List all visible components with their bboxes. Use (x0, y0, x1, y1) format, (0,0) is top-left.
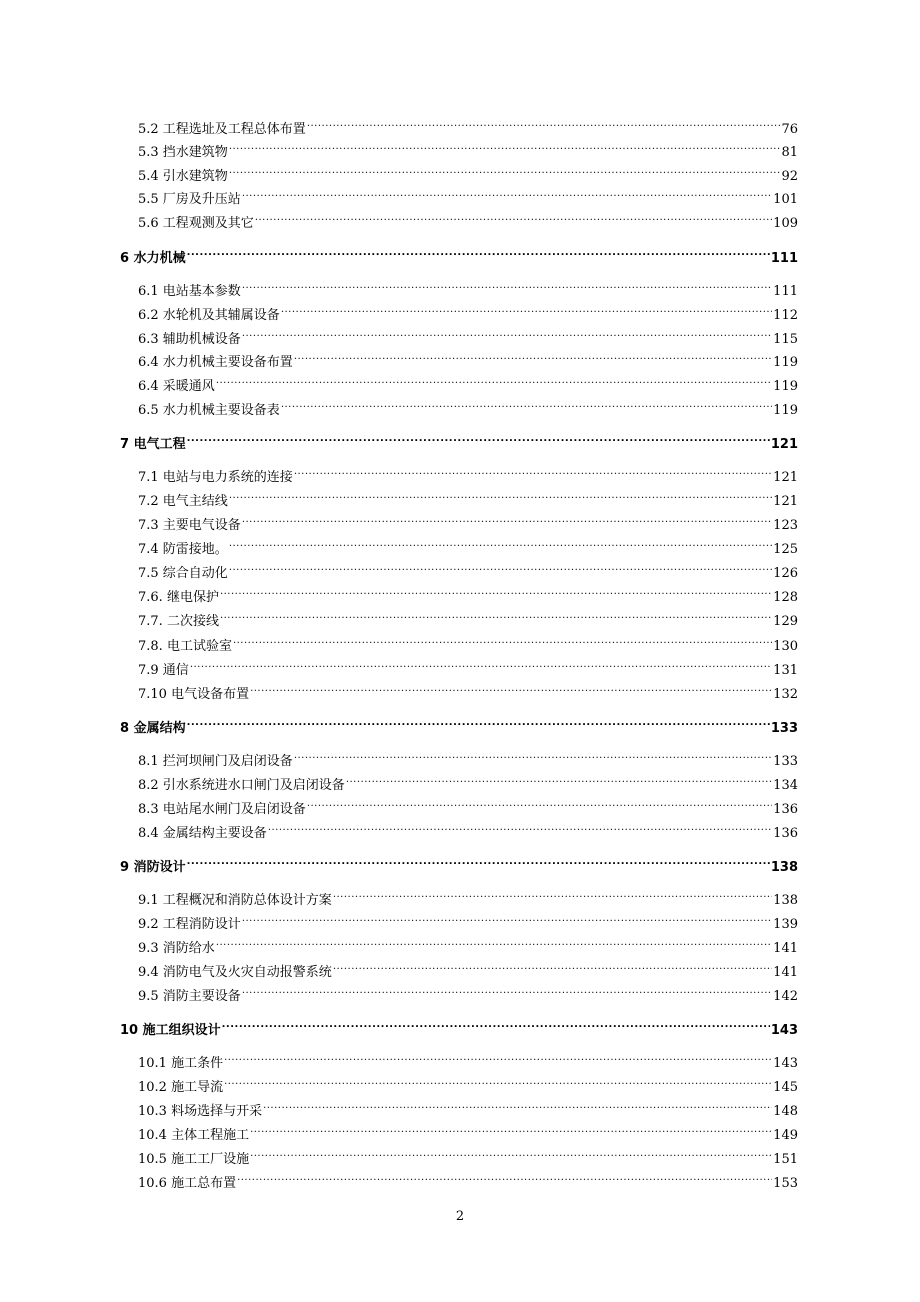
dot-leader (229, 559, 772, 577)
toc-entry[interactable] (138, 535, 798, 557)
toc-entry-label: 8.1 拦河坝闸门及启闭设备 (138, 754, 293, 769)
toc-chapter-page: 138 (770, 860, 798, 875)
toc-entry-page: 143 (773, 1056, 798, 1071)
toc-entry-page: 131 (773, 663, 798, 678)
toc-entry-page: 92 (781, 169, 798, 184)
toc-entry-page: 142 (773, 989, 798, 1004)
dot-leader (281, 301, 772, 319)
dot-leader (216, 372, 772, 390)
toc-entry-page: 76 (781, 122, 798, 137)
dot-leader (242, 325, 772, 343)
toc-entry-label: 7.7. 二次接线 (138, 614, 219, 629)
toc-chapter[interactable] (120, 430, 798, 452)
toc-entry-label: 9.4 消防电气及火灾自动报警系统 (138, 965, 332, 980)
dot-leader (237, 1169, 772, 1187)
toc-entry-page: 119 (773, 379, 798, 394)
toc-entry[interactable] (138, 487, 798, 509)
toc-entry[interactable] (138, 1049, 798, 1071)
toc-entry-label: 7.2 电气主结线 (138, 494, 228, 509)
toc-entry-label: 5.4 引水建筑物 (138, 169, 228, 184)
toc-entry-label: 7.4 防雷接地。 (138, 542, 228, 557)
toc-entry-page: 112 (773, 308, 798, 323)
toc-entry-page: 138 (773, 893, 798, 908)
toc-entry[interactable] (138, 747, 798, 769)
dot-leader (229, 487, 772, 505)
toc-entry[interactable] (138, 138, 798, 160)
toc-entry[interactable] (138, 886, 798, 908)
toc-entry-label: 10.4 主体工程施工 (138, 1128, 250, 1143)
toc-entry-label: 9.1 工程概况和消防总体设计方案 (138, 893, 332, 908)
toc-entry-label: 9.5 消防主要设备 (138, 989, 241, 1004)
toc-entry[interactable] (138, 115, 798, 137)
toc-entry-label: 5.2 工程选址及工程总体布置 (138, 122, 306, 137)
toc-entry-page: 119 (773, 355, 798, 370)
toc-entry[interactable] (138, 656, 798, 678)
toc-entry[interactable] (138, 1097, 798, 1119)
toc-entry-page: 101 (773, 192, 798, 207)
dot-leader (242, 511, 772, 529)
toc-entry-label: 6.4 采暖通风 (138, 379, 215, 394)
toc-entry-page: 109 (773, 216, 798, 231)
toc-entry[interactable] (138, 1169, 798, 1191)
dot-leader (187, 714, 770, 732)
page-number: 2 (455, 1209, 465, 1224)
toc-entry[interactable] (138, 934, 798, 956)
toc-entry-label: 5.3 挡水建筑物 (138, 145, 228, 160)
toc-entry-label: 8.2 引水系统进水口闸门及启闭设备 (138, 778, 345, 793)
toc-entry-page: 141 (773, 965, 798, 980)
toc-entry-label: 9.3 消防给水 (138, 941, 215, 956)
dot-leader (333, 886, 772, 904)
toc-entry-label: 6.1 电站基本参数 (138, 284, 241, 299)
dot-leader (281, 396, 772, 414)
toc-entry-page: 148 (773, 1104, 798, 1119)
toc-entry-page: 119 (773, 403, 798, 418)
toc-entry[interactable] (138, 1121, 798, 1143)
toc-entry[interactable] (138, 771, 798, 793)
toc-entry[interactable] (138, 277, 798, 299)
toc-entry[interactable] (138, 819, 798, 841)
toc-entry[interactable] (138, 301, 798, 323)
dot-leader (268, 819, 772, 837)
toc-entry-page: 132 (773, 687, 798, 702)
toc-entry[interactable] (138, 185, 798, 207)
dot-leader (333, 958, 772, 976)
dot-leader (187, 853, 770, 871)
dot-leader (224, 1073, 772, 1091)
dot-leader (220, 607, 772, 625)
toc-entry-page: 128 (773, 590, 798, 605)
toc-entry-page: 136 (773, 802, 798, 817)
dot-leader (255, 209, 772, 227)
toc-entry[interactable] (138, 795, 798, 817)
toc-entry-label: 7.9 通信 (138, 663, 189, 678)
toc-entry-label: 6.3 辅助机械设备 (138, 332, 241, 347)
toc-entry-page: 136 (773, 826, 798, 841)
toc-entry-label: 10.1 施工条件 (138, 1056, 224, 1071)
dot-leader (307, 115, 781, 133)
toc-entry-label: 6.5 水力机械主要设备表 (138, 403, 280, 418)
toc-chapter[interactable] (120, 1016, 798, 1038)
toc-entry[interactable] (138, 209, 798, 231)
toc-entry-page: 130 (773, 639, 798, 654)
dot-leader (294, 747, 772, 765)
toc-entry-page: 121 (773, 494, 798, 509)
toc-entry-label: 10.3 料场选择与开采 (138, 1104, 263, 1119)
toc-entry-page: 129 (773, 614, 798, 629)
toc-entry-label: 7.5 综合自动化 (138, 566, 228, 581)
toc-entry[interactable] (138, 958, 798, 980)
toc-entry[interactable] (138, 583, 798, 605)
toc-entry[interactable] (138, 1145, 798, 1167)
dot-leader (242, 277, 772, 295)
toc-entry-label: 7.10 电气设备布置 (138, 687, 250, 702)
toc-entry-page: 81 (781, 145, 798, 160)
dot-leader (294, 463, 772, 481)
dot-leader (242, 185, 772, 203)
toc-entry[interactable] (138, 982, 798, 1004)
dot-leader (294, 348, 772, 366)
toc-entry-page: 141 (773, 941, 798, 956)
toc-entry[interactable] (138, 680, 798, 702)
toc-entry-page: 121 (773, 470, 798, 485)
toc-entry-page: 123 (773, 518, 798, 533)
toc-entry-label: 10.6 施工总布置 (138, 1176, 237, 1191)
dot-leader (307, 795, 772, 813)
dot-leader (190, 656, 772, 674)
toc-entry-label: 10.2 施工导流 (138, 1080, 224, 1095)
toc-entry-label: 10.5 施工工厂设施 (138, 1152, 250, 1167)
toc-chapter-label: 8 金属结构 (120, 721, 186, 736)
dot-leader (242, 982, 772, 1000)
dot-leader (263, 1097, 772, 1115)
toc-entry[interactable] (138, 910, 798, 932)
toc-entry-page: 134 (773, 778, 798, 793)
toc-entry[interactable] (138, 463, 798, 485)
dot-leader (220, 583, 772, 601)
toc-entry[interactable] (138, 511, 798, 533)
toc-entry[interactable] (138, 162, 798, 184)
dot-leader (250, 680, 772, 698)
toc-entry[interactable] (138, 1073, 798, 1095)
toc-entry-label: 6.2 水轮机及其辅属设备 (138, 308, 280, 323)
dot-leader (250, 1121, 772, 1139)
toc-entry-label: 7.3 主要电气设备 (138, 518, 241, 533)
toc-entry-label: 5.5 厂房及升压站 (138, 192, 241, 207)
toc-entry[interactable] (138, 372, 798, 394)
toc-chapter-page: 143 (770, 1023, 798, 1038)
toc-chapter-label: 10 施工组织设计 (120, 1023, 221, 1038)
toc-entry-page: 153 (773, 1176, 798, 1191)
dot-leader (229, 138, 781, 156)
toc-entry-page: 149 (773, 1128, 798, 1143)
toc-entry-label: 8.3 电站尾水闸门及启闭设备 (138, 802, 306, 817)
toc-entry[interactable] (138, 607, 798, 629)
toc-entry-label: 5.6 工程观测及其它 (138, 216, 254, 231)
toc-entry-page: 151 (773, 1152, 798, 1167)
dot-leader (250, 1145, 772, 1163)
toc-chapter-label: 7 电气工程 (120, 437, 186, 452)
dot-leader (233, 632, 772, 650)
dot-leader (187, 244, 770, 262)
toc-entry[interactable] (138, 325, 798, 347)
toc-chapter-page: 133 (770, 721, 798, 736)
dot-leader (187, 430, 770, 448)
toc-chapter-label: 6 水力机械 (120, 251, 186, 266)
toc-entry-label: 7.8. 电工试验室 (138, 639, 232, 654)
toc-entry-label: 8.4 金属结构主要设备 (138, 826, 267, 841)
toc-entry-label: 7.1 电站与电力系统的连接 (138, 470, 293, 485)
toc-entry-page: 133 (773, 754, 798, 769)
toc-entry[interactable] (138, 396, 798, 418)
dot-leader (229, 535, 772, 553)
toc-entry-page: 115 (773, 332, 798, 347)
toc-entry[interactable] (138, 632, 798, 654)
toc-entry-label: 9.2 工程消防设计 (138, 917, 241, 932)
toc-entry-page: 111 (773, 284, 798, 299)
toc-entry-page: 125 (773, 542, 798, 557)
toc-entry-page: 126 (773, 566, 798, 581)
dot-leader (224, 1049, 772, 1067)
toc-chapter[interactable] (120, 853, 798, 875)
toc-entry-page: 139 (773, 917, 798, 932)
dot-leader (216, 934, 772, 952)
dot-leader (242, 910, 772, 928)
toc-chapter[interactable] (120, 714, 798, 736)
toc-chapter[interactable] (120, 244, 798, 266)
dot-leader (229, 162, 781, 180)
toc-entry-label: 6.4 水力机械主要设备布置 (138, 355, 293, 370)
dot-leader (222, 1016, 770, 1034)
toc-entry-page: 145 (773, 1080, 798, 1095)
toc-entry[interactable] (138, 559, 798, 581)
toc-chapter-label: 9 消防设计 (120, 860, 186, 875)
toc-chapter-page: 121 (770, 437, 798, 452)
toc-entry-label: 7.6. 继电保护 (138, 590, 219, 605)
toc-entry[interactable] (138, 348, 798, 370)
dot-leader (346, 771, 772, 789)
toc-chapter-page: 111 (770, 251, 798, 266)
